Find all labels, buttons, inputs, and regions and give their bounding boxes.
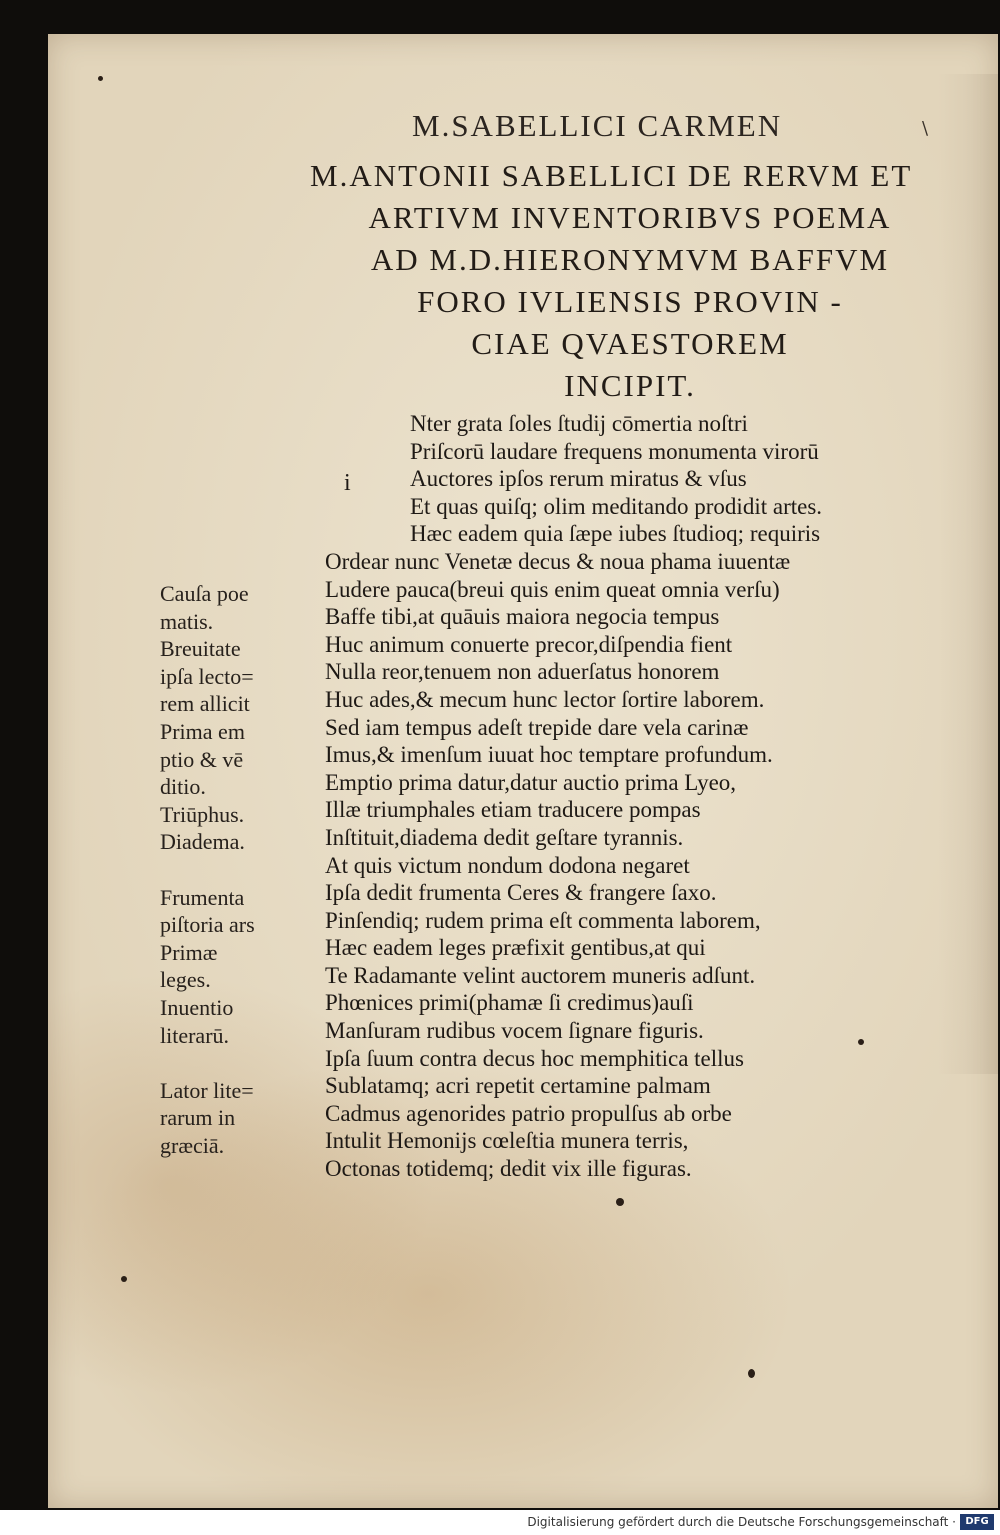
initial-mark: i: [344, 470, 351, 496]
marginal-note-line: literarū.: [160, 1022, 230, 1048]
verse-line: Phœnices primi(phamæ ſi credimus)auſi: [325, 990, 694, 1016]
marginal-note-line: ptio & vē: [160, 746, 244, 772]
verse-line: Nter grata ſoles ſtudij cōmertia noſtri: [410, 411, 748, 436]
verse-line: Te Radamante velint auctorem muneris adſunt.: [325, 962, 756, 988]
verse-line: Cadmus agenorides patrio propulſus ab orbe: [325, 1100, 732, 1126]
verse-line: Manſuram rudibus vocem ſignare figuris.: [325, 1018, 704, 1044]
title-line: M.ANTONII SABELLICI DE RERVM ET: [310, 158, 913, 193]
marginal-note: [160, 939, 320, 994]
marginal-note: [160, 801, 320, 829]
verse-line: Priſcorū laudare frequens monumenta virorū: [410, 438, 819, 464]
marginal-note: [160, 884, 320, 939]
marginal-note: [160, 1077, 320, 1160]
marginal-note-line: Breuitate: [160, 636, 241, 662]
verse-line: Ludere pauca(breui quis enim queat omnia verſu): [325, 576, 780, 602]
verse-line: Sublatamq; acri repetit certamine palmam: [325, 1073, 711, 1099]
verse-line: Ordear nunc Venetæ decus & noua phama iuuentæ: [325, 548, 791, 574]
verse-line: Ipſa dedit frumenta Ceres & frangere ſaxo.: [325, 880, 717, 906]
verse-line: Pinſendiq; rudem prima eſt commenta laborem,: [325, 907, 761, 933]
footer-credit: Digitalisierung gefördert durch die Deutsche Forschungsgemeinschaft ·: [527, 1515, 956, 1529]
poem-text: [325, 410, 965, 1183]
marginal-note: [160, 580, 320, 635]
verse-line: Ipſa ſuum contra decus hoc memphitica tellus: [325, 1045, 744, 1071]
marginal-note-line: ditio.: [160, 774, 206, 800]
verse-line: Huc animum conuerte precor,diſpendia fient: [325, 631, 733, 657]
marginal-notes: [160, 580, 320, 1159]
marginal-note-line: rarum in: [160, 1105, 236, 1131]
verse-line: At quis victum nondum dodona negaret: [325, 852, 690, 878]
note-gap: [160, 856, 320, 884]
ink-spot: [616, 1198, 624, 1206]
verse-line: Auctores ipſos rerum miratus & vſus: [410, 466, 747, 492]
verse-line: Huc ades,& mecum hunc lector ſortire laborem.: [325, 686, 765, 712]
verse-line: Hæc eadem quia ſæpe iubes ſtudioq; requiris: [410, 521, 821, 547]
marginal-note-line: Frumenta: [160, 884, 245, 910]
verse-line: Sed iam tempus adeſt trepide dare vela carinæ: [325, 714, 749, 740]
ink-spot: [748, 1369, 755, 1378]
marginal-note-line: Lator lite=: [160, 1077, 254, 1103]
note-gap: [160, 1049, 320, 1077]
marginal-note-line: rem allicit: [160, 691, 250, 717]
title-line: ARTIVM INVENTORIBVS POEMA: [368, 200, 892, 235]
footer-bar: [0, 1510, 1000, 1535]
verse-line: Emptio prima datur,datur auctio prima Lyeo,: [325, 769, 737, 795]
marginal-note-line: Inuentio: [160, 994, 234, 1020]
marginal-note-line: græciā.: [160, 1132, 225, 1158]
verse-line: Et quas quiſq; olim meditando prodidit artes.: [410, 493, 823, 519]
marginal-note-line: Diadema.: [160, 829, 245, 855]
verse-line: Octonas totidemq; dedit vix ille figuras.: [325, 1156, 692, 1182]
marginal-note: [160, 635, 320, 718]
marginal-note-line: piſtoria ars: [160, 912, 255, 938]
marginal-note: [160, 718, 320, 801]
running-head: M.SABELLICI CARMEN: [412, 108, 783, 143]
verse-line: Hæc eadem leges præfixit gentibus,at qui: [325, 935, 706, 961]
verse-line: Illæ triumphales etiam traducere pompas: [325, 797, 701, 823]
title-line: CIAE QVAESTOREM: [471, 326, 789, 361]
title-line: FORO IVLIENSIS PROVIN -: [417, 284, 843, 319]
marginal-note: [160, 828, 320, 856]
marginal-note-line: matis.: [160, 608, 214, 634]
marginal-note: [160, 994, 320, 1049]
verse-line: Imus,& imenſum iuuat hoc temptare profundum.: [325, 742, 773, 768]
title-block: [300, 155, 960, 407]
dfg-logo: DFG: [960, 1514, 994, 1530]
marginal-note-line: Prima em: [160, 718, 245, 744]
title-line: AD M.D.HIERONYMVM BAFFVM: [370, 242, 890, 277]
verse-line: Intulit Hemonijs cœleſtia munera terris,: [325, 1128, 689, 1154]
marginal-note-line: Cauſa poe: [160, 581, 249, 606]
marginal-note-line: leges.: [160, 967, 211, 993]
ink-spot: [121, 1276, 127, 1282]
ink-spot: [858, 1039, 864, 1045]
marginal-note-line: ipſa lecto=: [160, 663, 254, 689]
ink-spot: [98, 76, 103, 81]
marginal-note-line: Primæ: [160, 939, 218, 965]
verse-line: Nulla reor,tenuem non aduerſatus honorem: [325, 659, 720, 685]
folio-mark: \: [922, 118, 929, 139]
verse-line: Baffe tibi,at quāuis maiora negocia tempus: [325, 604, 720, 630]
marginal-note-line: Triūphus.: [160, 801, 245, 827]
title-line: INCIPIT.: [564, 368, 696, 403]
verse-line: Inſtituit,diadema dedit geſtare tyrannis.: [325, 824, 684, 850]
